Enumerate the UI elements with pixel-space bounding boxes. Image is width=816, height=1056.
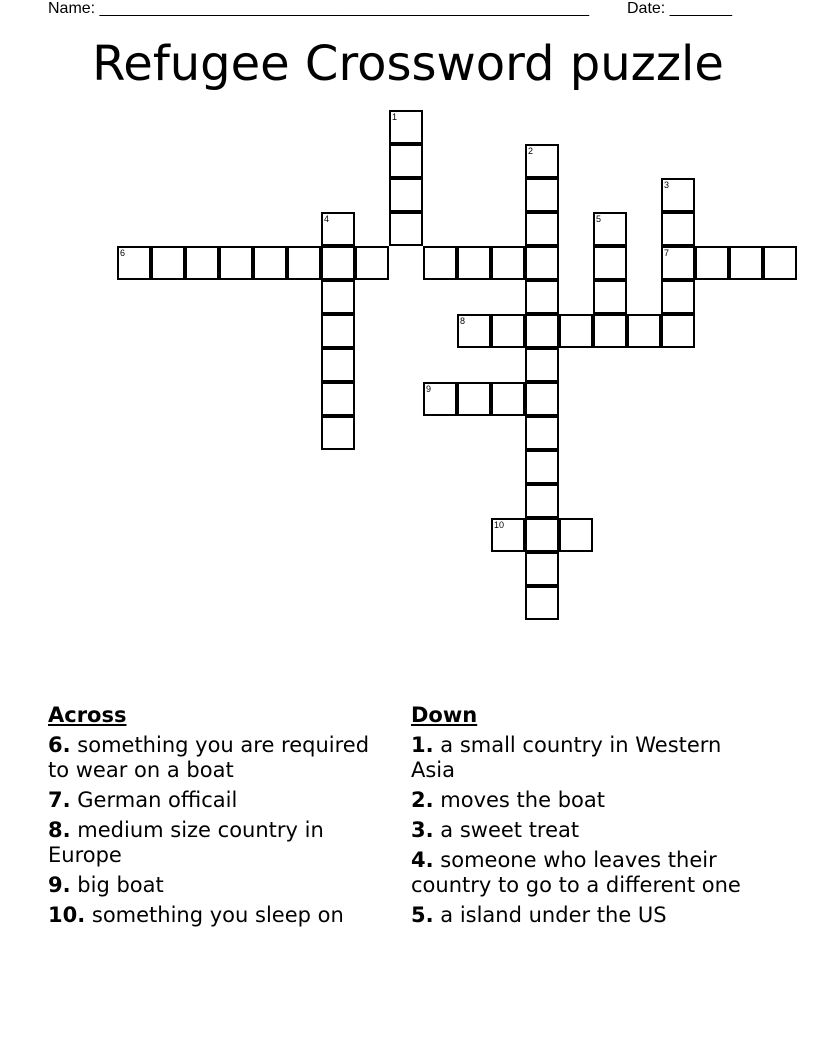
grid-cell[interactable] [491, 382, 525, 416]
across-clues [48, 703, 388, 933]
grid-cell[interactable] [525, 280, 559, 314]
clue-number-label: 6 [120, 248, 126, 258]
clue-text: medium size country in Europe [48, 818, 324, 867]
grid-cell[interactable] [593, 280, 627, 314]
grid-cell[interactable] [491, 518, 525, 552]
clue-number: 2. [411, 788, 434, 812]
grid-cell[interactable] [355, 246, 389, 280]
grid-cell[interactable] [525, 246, 559, 280]
grid-cell[interactable] [525, 348, 559, 382]
grid-cell[interactable] [389, 110, 423, 144]
grid-cell[interactable] [661, 314, 695, 348]
clue-number-label: 4 [324, 214, 330, 224]
grid-cell[interactable] [321, 280, 355, 314]
grid-cell[interactable] [525, 314, 559, 348]
clue-number: 8. [48, 818, 71, 842]
clue-number: 9. [48, 873, 71, 897]
name-field: Name: _______________________________________________________ [48, 0, 589, 17]
grid-cell[interactable] [185, 246, 219, 280]
grid-cell[interactable] [253, 246, 287, 280]
grid-cell[interactable] [423, 246, 457, 280]
clue-number-label: 1 [392, 112, 398, 122]
grid-cell[interactable] [525, 212, 559, 246]
grid-cell[interactable] [491, 314, 525, 348]
grid-cell[interactable] [321, 348, 355, 382]
grid-cell[interactable] [593, 212, 627, 246]
clue-number-label: 5 [596, 214, 602, 224]
grid-cell[interactable] [219, 246, 253, 280]
date-field: Date: _______ [627, 0, 732, 17]
clue-number: 3. [411, 818, 434, 842]
clue-number-label: 8 [460, 316, 466, 326]
grid-cell[interactable] [457, 314, 491, 348]
clue-number: 1. [411, 733, 434, 757]
clue-number: 4. [411, 848, 434, 872]
across-clue [48, 873, 388, 898]
across-clue [48, 788, 388, 813]
clue-number: 6. [48, 733, 71, 757]
grid-cell[interactable] [321, 382, 355, 416]
down-clue [411, 788, 751, 813]
across-clue [48, 733, 388, 783]
clue-number-label: 9 [426, 384, 432, 394]
clue-number-label: 2 [528, 146, 534, 156]
clue-text: big boat [77, 873, 164, 897]
grid-cell[interactable] [525, 144, 559, 178]
grid-cell[interactable] [661, 178, 695, 212]
clue-number-label: 3 [664, 180, 670, 190]
grid-cell[interactable] [321, 416, 355, 450]
clue-text: something you sleep on [91, 903, 344, 927]
clue-text: a island under the US [440, 903, 667, 927]
across-clue [48, 818, 388, 868]
grid-cell[interactable] [559, 314, 593, 348]
across-heading: Across [48, 703, 127, 727]
grid-cell[interactable] [389, 212, 423, 246]
grid-cell[interactable] [593, 314, 627, 348]
clue-number: 5. [411, 903, 434, 927]
down-clue [411, 818, 751, 843]
grid-cell[interactable] [321, 246, 355, 280]
grid-cell[interactable] [525, 484, 559, 518]
grid-cell[interactable] [729, 246, 763, 280]
clue-text: a small country in Western Asia [411, 733, 722, 782]
grid-cell[interactable] [661, 212, 695, 246]
grid-cell[interactable] [287, 246, 321, 280]
grid-cell[interactable] [559, 518, 593, 552]
clue-text: someone who leaves their country to go to a different one [411, 848, 741, 897]
grid-cell[interactable] [525, 552, 559, 586]
grid-cell[interactable] [117, 246, 151, 280]
down-clue [411, 903, 751, 928]
clue-text: something you are required to wear on a boat [48, 733, 370, 782]
clue-text: German officail [77, 788, 238, 812]
grid-cell[interactable] [525, 178, 559, 212]
grid-cell[interactable] [151, 246, 185, 280]
clue-number: 7. [48, 788, 71, 812]
grid-cell[interactable] [525, 382, 559, 416]
grid-cell[interactable] [389, 144, 423, 178]
grid-cell[interactable] [627, 314, 661, 348]
grid-cell[interactable] [661, 246, 695, 280]
grid-cell[interactable] [321, 314, 355, 348]
page-title: Refugee Crossword puzzle [92, 36, 724, 92]
across-clue [48, 903, 388, 928]
grid-cell[interactable] [457, 246, 491, 280]
clue-number-label: 10 [494, 520, 505, 530]
grid-cell[interactable] [457, 382, 491, 416]
grid-cell[interactable] [491, 246, 525, 280]
down-clues [411, 703, 751, 933]
grid-cell[interactable] [525, 416, 559, 450]
down-clue [411, 733, 751, 783]
grid-cell[interactable] [763, 246, 797, 280]
grid-cell[interactable] [423, 382, 457, 416]
grid-cell[interactable] [389, 178, 423, 212]
clue-text: a sweet treat [440, 818, 580, 842]
clue-number: 10. [48, 903, 86, 927]
grid-cell[interactable] [661, 280, 695, 314]
grid-cell[interactable] [695, 246, 729, 280]
clue-number-label: 7 [664, 248, 670, 258]
grid-cell[interactable] [593, 246, 627, 280]
grid-cell[interactable] [525, 450, 559, 484]
grid-cell[interactable] [525, 518, 559, 552]
clue-text: moves the boat [440, 788, 605, 812]
grid-cell[interactable] [321, 212, 355, 246]
grid-cell[interactable] [525, 586, 559, 620]
down-clue [411, 848, 751, 898]
down-heading: Down [411, 703, 478, 727]
